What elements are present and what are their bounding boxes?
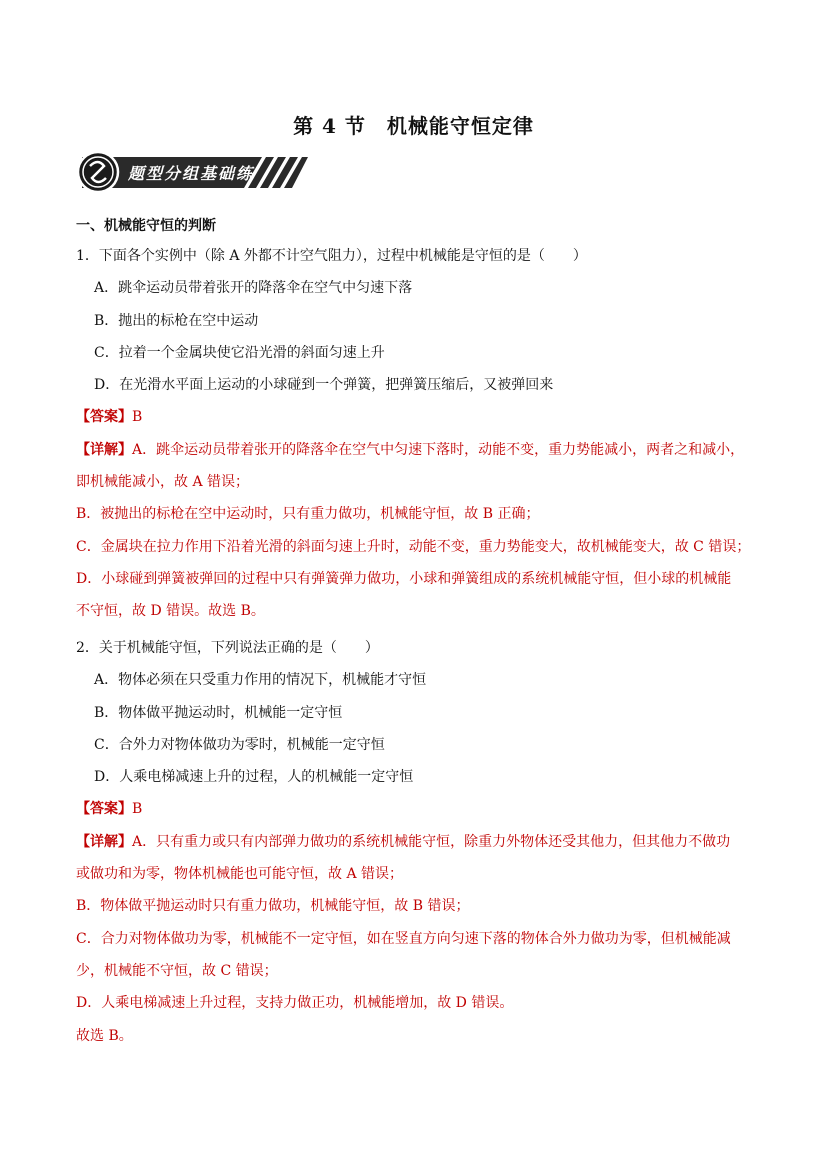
option-c: C．合外力对物体做功为零时，机械能一定守恒 bbox=[94, 736, 385, 753]
answer-value: B bbox=[132, 409, 143, 426]
banner-text: 题型分组基础练 bbox=[128, 164, 255, 183]
page-title: 第 4 节 机械能守恒定律 bbox=[293, 114, 534, 138]
detail-line: D．人乘电梯减速上升过程，支持力做正功，机械能增加，故 D 错误。 bbox=[76, 995, 514, 1012]
section-banner bbox=[76, 150, 308, 194]
detail-line bbox=[76, 434, 756, 466]
option-b: B．抛出的标枪在空中运动 bbox=[94, 312, 259, 329]
detail-label: 【详解】 bbox=[76, 833, 132, 850]
answer-line bbox=[76, 401, 756, 433]
option-d: D．在光滑水平面上运动的小球碰到一个弹簧，把弹簧压缩后，又被弹回来 bbox=[94, 377, 554, 394]
option-a: A．物体必须在只受重力作用的情况下，机械能才守恒 bbox=[94, 672, 427, 689]
detail-line: B．物体做平抛运动时只有重力做功，机械能守恒，故 B 错误； bbox=[76, 898, 470, 915]
detail-line: 少，机械能不守恒，故 C 错误； bbox=[76, 962, 278, 979]
question-2 bbox=[76, 632, 756, 1052]
question-stem: 2．关于机械能守恒，下列说法正确的是（ ） bbox=[76, 640, 379, 656]
detail-line: B．被抛出的标枪在空中运动时，只有重力做功，机械能守恒，故 B 正确； bbox=[76, 506, 540, 523]
detail-line: C．金属块在拉力作用下沿着光滑的斜面匀速上升时，动能不变，重力势能变大，故机械能变大，故 C 错误； bbox=[76, 538, 751, 555]
detail-line: 或做功和为零，物体机械能也可能守恒，故 A 错误； bbox=[76, 866, 404, 883]
detail-label: 【详解】 bbox=[76, 441, 132, 458]
question-1 bbox=[76, 240, 756, 628]
detail-line: C．合力对物体做功为零，机械能不一定守恒，如在竖直方向匀速下落的物体合外力做功为零，但机械能减 bbox=[76, 930, 731, 947]
question-stem: 1．下面各个实例中（除 A 外都不计空气阻力），过程中机械能是守恒的是（ ） bbox=[76, 248, 587, 264]
detail-line: D．小球碰到弹簧被弹回的过程中只有弹簧弹力做功，小球和弹簧组成的系统机械能守恒，但小球的机械能 bbox=[76, 570, 732, 587]
emblem-icon bbox=[78, 152, 118, 192]
answer-label: 【答案】 bbox=[76, 801, 132, 818]
answer-line bbox=[76, 793, 756, 825]
option-a: A．跳伞运动员带着张开的降落伞在空气中匀速下落 bbox=[94, 280, 413, 297]
detail-line: 故选 B。 bbox=[76, 1027, 133, 1044]
option-b: B．物体做平抛运动时，机械能一定守恒 bbox=[94, 704, 343, 721]
option-c: C．拉着一个金属块使它沿光滑的斜面匀速上升 bbox=[94, 344, 385, 361]
detail-text: A．跳伞运动员带着张开的降落伞在空气中匀速下落时，动能不变，重力势能减小，两者之和减小， bbox=[132, 441, 745, 458]
detail-line: 即机械能减小，故 A 错误； bbox=[76, 474, 250, 491]
answer-value: B bbox=[132, 801, 143, 818]
section-heading: 一、机械能守恒的判断 bbox=[76, 218, 216, 234]
answer-label: 【答案】 bbox=[76, 409, 132, 426]
detail-line: 不守恒，故 D 错误。故选 B。 bbox=[76, 603, 265, 620]
detail-line bbox=[76, 826, 756, 858]
detail-text: A．只有重力或只有内部弹力做功的系统机械能守恒，除重力外物体还受其他力，但其他力不做功 bbox=[132, 833, 731, 850]
option-d: D．人乘电梯减速上升的过程，人的机械能一定守恒 bbox=[94, 769, 414, 786]
